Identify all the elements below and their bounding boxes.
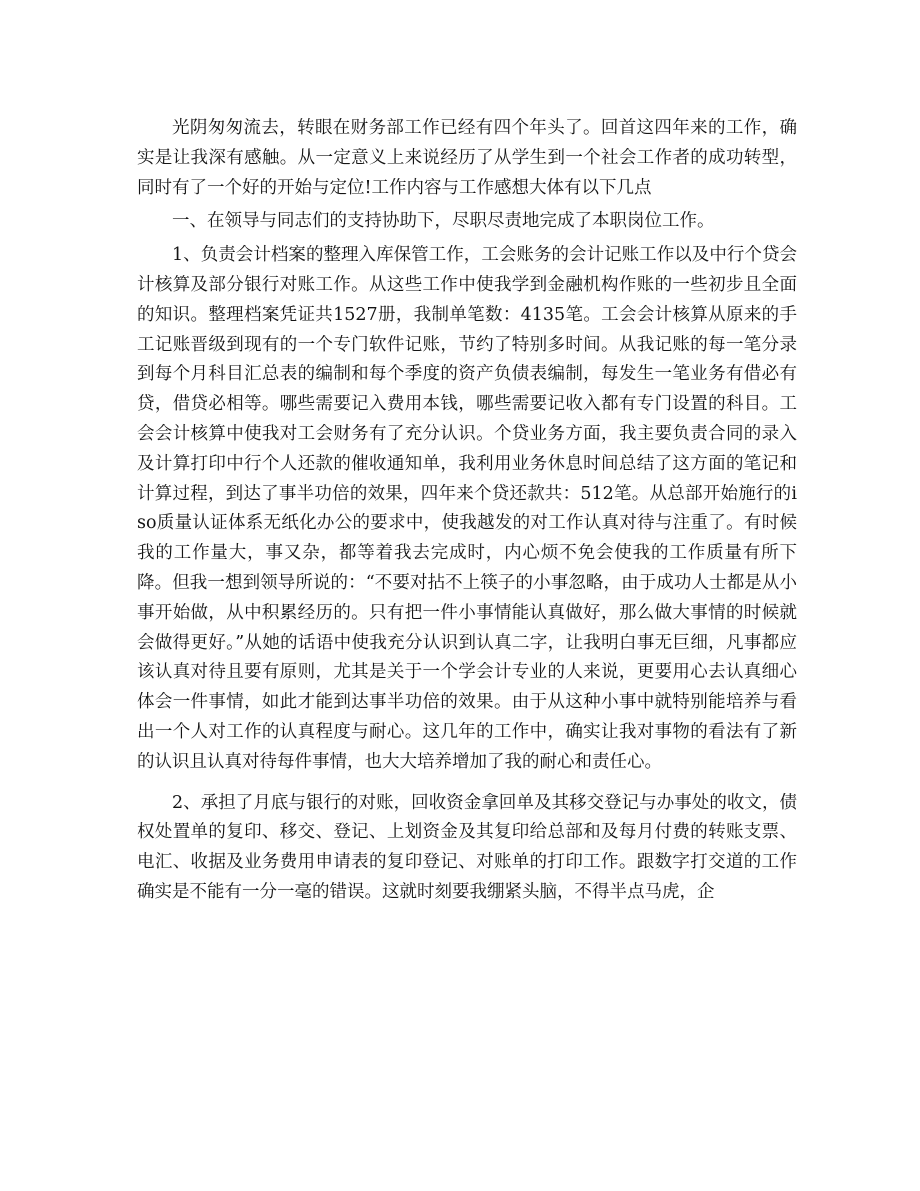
document-body	[137, 114, 797, 908]
paragraph-item-2: 2、承担了月底与银行的对账，回收资金拿回单及其移交登记与办事处的收文，债权处置单的复印、移交、登记、上划资金及其复印给总部和及每月付费的转账支票、电汇、收据及业务费用申请表的复印登记、对账单的打印工作。跟数字打交道的工作确实是不能有一分一毫的错误。这就时刻要我绷紧头脑，不得半点马虎，企	[137, 792, 797, 902]
paragraph-intro: 光阴匆匆流去，转眼在财务部工作已经有四个年头了。回首这四年来的工作，确实是让我深有感触。从一定意义上来说经历了从学生到一个社会工作者的成功转型，同时有了一个好的开始与定位!工作内容与工作感想大体有以下几点	[137, 118, 797, 198]
paragraph-item-1: 1、负责会计档案的整理入库保管工作，工会账务的会计记账工作以及中行个贷会计核算及部分银行对账工作。从这些工作中使我学到金融机构作账的一些初步且全面的知识。整理档案凭证共1527册，我制单笔数：4135笔。工会会计核算从原来的手工记账晋级到现有的一个专门软件记账，节约了特别多时间。从我记账的每一笔分录到每个月科目汇总表的编制和每个季度的资产负债表编制，每发生一笔业务有借必有贷，借贷必相等。哪些需要记入费用本钱，哪些需要记收入都有专门设置的科目。工会会计核算中使我对工会财务有了充分认识。个贷业务方面，我主要负责合同的录入及计算打印中行个人还款的催收通知单，我利用业务休息时间总结了这方面的笔记和计算过程，到达了事半功倍的效果，四年来个贷还款共：512笔。从总部开始施行的iso质量认证体系无纸化办公的要求中，使我越发的对工作认真对待与注重了。有时候我的工作量大，事又杂，都等着我去完成时，内心烦不免会使我的工作质量有所下降。但我一想到领导所说的：“不要对拈不上筷子的小事忽略，由于成功人士都是从小事开始做，从中积累经历的。只有把一件小事情能认真做好，那么做大事情的时候就会做得更好。”从她的话语中使我充分认识到认真二字，让我明白事无巨细，凡事都应该认真对待且要有原则，尤其是关于一个学会计专业的人来说，更要用心去认真细心体会一件事情，如此才能到达事半功倍的效果。由于从这种小事中就特别能培养与看出一个人对工作的认真程度与耐心。这几年的工作中，确实让我对事物的看法有了新的认识且认真对待每件事情，也大大培养增加了我的耐心和责任心。	[137, 245, 797, 772]
paragraph-section-heading: 一、在领导与同志们的支持协助下，尽职尽责地完成了本职岗位工作。	[172, 211, 715, 232]
